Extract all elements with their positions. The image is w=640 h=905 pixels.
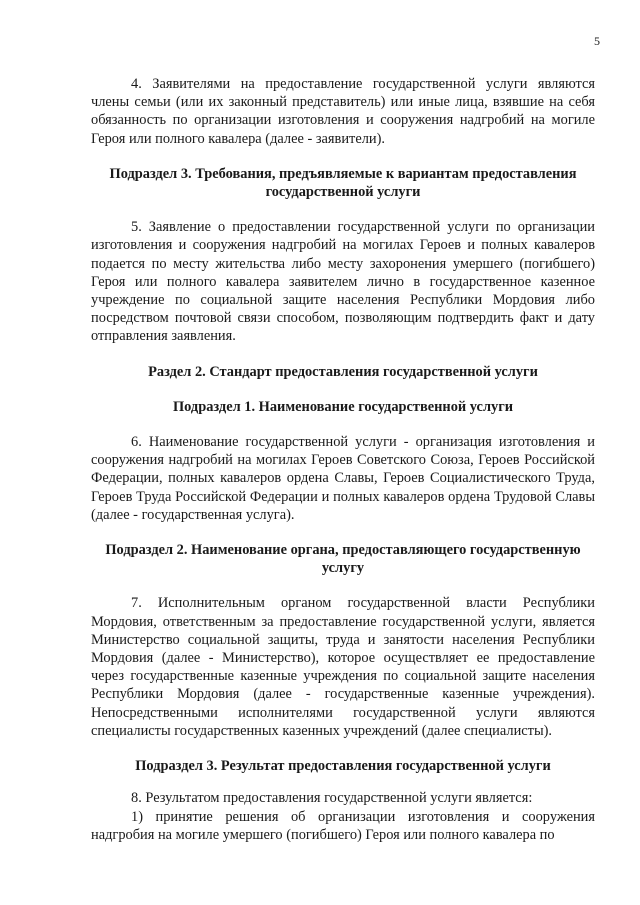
paragraph-5: 5. Заявление о предоставлении государственной услуги по организации изготовления и сооружения надгробий на могилах Героев и полных кавалеров подается по месту жительства либо месту захоронения умершего (погибшего) Героя или полного кавалера заявителем лично в государственное казенное учреждение по социальной защите населения Республики Мордовия либо посредством почтовой связи способом, позволяющим подтвердить факт и дату отправления заявления.: [91, 219, 595, 345]
section-2-heading: Раздел 2. Стандарт предоставления государственной услуги: [148, 363, 538, 380]
subsection-1-heading: Подраздел 1. Наименование государственной услуги: [172, 398, 514, 415]
page-number: 5: [594, 34, 600, 48]
paragraph-8: 8. Результатом предоставления государственной услуги является:: [131, 790, 533, 807]
subsection-3-result-heading: Подраздел 3. Результат предоставления государственной услуги: [135, 758, 551, 775]
subsection-3-heading: Подраздел 3. Требования, предъявляемые к вариантам предоставления государственной услуги: [109, 165, 577, 201]
paragraph-7: 7. Исполнительным органом государственной власти Республики Мордовия, ответственным за предоставление государственной услуги, является Министерство социальной защиты, труда и занятости населения Республики Мордовия (далее - Министерство), которое осуществляет ее предоставление через государственные казенные учреждения по социальной защите населения Республики Мордовия (далее - государственные казенные учреждения). Непосредственными исполнителями государственной услуги являются специалисты государственных казенных учреждений (далее специалисты).: [91, 595, 595, 739]
list-item-1: 1) принятие решения об организации изготовления и сооружения надгробия на могиле умершего (погибшего) Героя или полного кавалера по: [91, 808, 595, 843]
subsection-2-heading: Подраздел 2. Наименование органа, предоставляющего государственную услугу: [105, 542, 581, 577]
document-body: [91, 75, 595, 844]
paragraph-4: 4. Заявителями на предоставление государственной услуги являются члены семьи (или их законный представитель) или иные лица, взявшие на себя обязанность по организации изготовления и сооружения надгробий на могиле Героя или полного кавалера (далее - заявители).: [91, 76, 595, 147]
paragraph-6: 6. Наименование государственной услуги - организация изготовления и сооружения надгробий на могилах Героев Советского Союза, Героев Российской Федерации, полных кавалеров ордена Славы, Героев Социалистического Труда, Героев Труда Российской Федерации и полных кавалеров ордена Трудовой Славы (далее - государственная услуга).: [91, 434, 595, 523]
